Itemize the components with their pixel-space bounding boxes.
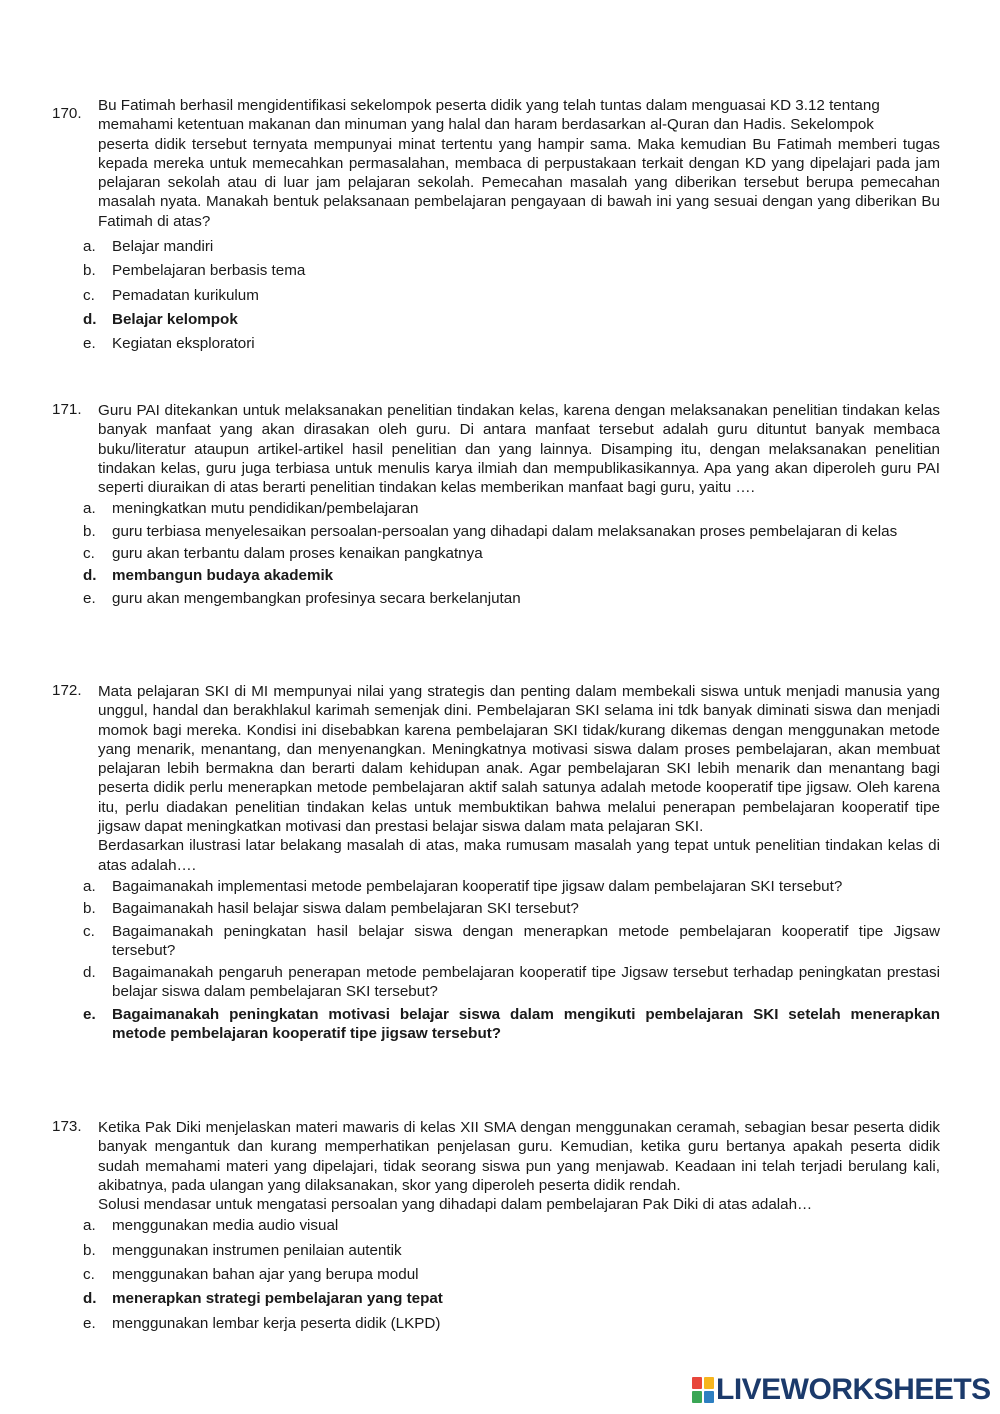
option-text: meningkatkan mutu pendidikan/pembelajaran (112, 500, 419, 518)
answer-option-e[interactable] (52, 334, 940, 353)
option-text: Bagaimanakah peningkatan motivasi belajar siswa dalam mengikuti pembelajaran SKI setelah menerapkan metode pembelajaran kooperatif tipe jigsaw tersebut? (112, 1005, 940, 1043)
answer-options (52, 237, 940, 353)
answer-option-d[interactable] (52, 310, 940, 329)
answer-option-a[interactable] (52, 237, 940, 256)
option-letter: e. (83, 1005, 96, 1023)
option-text: guru akan mengembangkan profesinya secara berkelanjutan (112, 589, 521, 607)
option-text: Bagaimanakah pengaruh penerapan metode pembelajaran kooperatif tipe Jigsaw tersebut terhadap peningkatan prestasi belajar siswa dalam pembelajaran SKI tersebut? (112, 964, 940, 1001)
answer-option-d[interactable] (52, 566, 940, 585)
option-text: Bagaimanakah hasil belajar siswa dalam pembelajaran SKI tersebut? (112, 900, 579, 918)
option-letter: c. (83, 922, 95, 940)
answer-option-a[interactable] (52, 499, 940, 518)
liveworksheets-logo (692, 1372, 991, 1408)
answer-option-c[interactable] (52, 1265, 940, 1284)
option-text: menggunakan lembar kerja peserta didik (LKPD) (112, 1314, 441, 1332)
answer-options (52, 877, 940, 1043)
question-text (98, 682, 940, 875)
option-letter: c. (83, 545, 95, 563)
answer-option-c[interactable] (52, 286, 940, 305)
option-text: Kegiatan eksploratori (112, 335, 255, 353)
logo-tile (692, 1377, 702, 1389)
option-letter: d. (83, 567, 97, 585)
answer-option-a[interactable] (52, 877, 940, 896)
answer-option-e[interactable] (52, 1005, 940, 1044)
liveworksheets-grid-icon (692, 1377, 714, 1403)
option-text: menggunakan instrumen penilaian autentik (112, 1241, 402, 1259)
answer-option-a[interactable] (52, 1216, 940, 1235)
option-letter: b. (83, 900, 96, 918)
answer-option-d[interactable] (52, 963, 940, 1002)
option-letter: d. (83, 964, 96, 982)
answer-options (52, 1216, 940, 1332)
option-text: menggunakan media audio visual (112, 1217, 339, 1235)
question-paragraph: Berdasarkan ilustrasi latar belakang masalah di atas, maka rumusam masalah yang tepat untuk penelitian tindakan kelas di atas adalah…. (98, 837, 940, 874)
option-text: menggunakan bahan ajar yang berupa modul (112, 1266, 419, 1284)
question-number: 171. (52, 401, 82, 418)
question-text (98, 1118, 940, 1214)
option-letter: a. (83, 1217, 96, 1235)
answer-option-d[interactable] (52, 1289, 940, 1308)
logo-tile (704, 1377, 714, 1389)
option-letter: d. (83, 310, 97, 328)
question-paragraph: Bu Fatimah berhasil mengidentifikasi sekelompok peserta didik yang telah tuntas dalam menguasai KD 3.12 tentang memahami ketentuan makanan dan minuman yang halal dan haram berdasarkan al-Quran dan Hadis. Sekelompok (98, 97, 880, 134)
option-text: Bagaimanakah peningkatan hasil belajar siswa dengan menerapkan metode pembelajaran kooperatif tipe Jigsaw tersebut? (112, 922, 940, 959)
answer-options (52, 499, 940, 607)
question-number: 170. (52, 105, 82, 122)
option-text: membangun budaya akademik (112, 567, 334, 585)
question-number: 173. (52, 1118, 82, 1135)
answer-option-e[interactable] (52, 1314, 940, 1333)
option-letter: e. (83, 589, 96, 607)
question-paragraph: Ketika Pak Diki menjelaskan materi mawaris di kelas XII SMA dengan menggunakan ceramah, sebagian besar peserta didik banyak mengantuk dan kurang memperhatikan penjelasan guru. Kemudian, ketika guru bertanya apakah peserta didik sudah memahami materi yang dipelajari, tidak seorang siswa pun yang menjawab. Keadaan ini telah terjadi berulang kali, akibatnya, pada ulangan yang dilaksanakan, skor yang diperoleh peserta didik rendah. (98, 1119, 940, 1194)
answer-option-c[interactable] (52, 544, 940, 563)
logo-tile (692, 1391, 702, 1403)
answer-option-b[interactable] (52, 1241, 940, 1260)
option-text: guru terbiasa menyelesaikan persoalan-persoalan yang dihadapi dalam melaksanakan proses pembelajaran di kelas (112, 522, 898, 540)
option-letter: a. (83, 238, 96, 256)
option-text: Pemadatan kurikulum (112, 286, 259, 304)
question-paragraph: Guru PAI ditekankan untuk melaksanakan penelitian tindakan kelas, karena dengan melaksanakan penelitian tindakan kelas banyak manfaat yang akan dirasakan oleh guru. Di antara manfaat tersebut adalah guru dituntut banyak membaca buku/literatur ataupun artikel-artikel hasil penelitian dan yang lainnya. Disamping itu, dengan melaksanakan penelitian tindakan kelas, guru juga terbiasa untuk menulis karya ilmiah dan mempublikasikannya. Apa yang akan diperoleh guru PAI seperti diuraikan di atas berarti penelitian tindakan kelas memberikan manfaat bagi guru, yaitu …. (98, 402, 940, 497)
question-text (98, 401, 940, 497)
answer-option-c[interactable] (52, 922, 940, 961)
option-letter: d. (83, 1290, 97, 1308)
option-letter: b. (83, 522, 96, 540)
question-paragraph: peserta didik tersebut ternyata mempunyai minat tertentu yang hampir sama. Maka kemudian Bu Fatimah memberi tugas kepada mereka untuk memecahkan permasalahan, membaca di perpustakaan terkait dengan KD yang dipelajari pada jam pelajaran sekolah atau di luar jam pelajaran sekolah. Pemecahan masalah yang diberikan tersebut berupa pemecahan masalah nyata. Manakah bentuk pelaksanaan pembelajaran pengayaan di bawah ini yang sesuai dengan yang diberikan Bu Fatimah di atas? (98, 135, 940, 230)
option-letter: c. (83, 286, 95, 304)
answer-option-b[interactable] (52, 522, 940, 541)
logo-text: LIVEWORKSHEETS (716, 1373, 991, 1406)
option-text: Belajar mandiri (112, 238, 214, 256)
question-173 (52, 1118, 940, 1338)
option-letter: b. (83, 262, 96, 280)
question-paragraph: Solusi mendasar untuk mengatasi persoalan yang dihadapi dalam pembelajaran Pak Diki di atas adalah… (98, 1196, 813, 1214)
answer-option-b[interactable] (52, 261, 940, 280)
option-text: guru akan terbantu dalam proses kenaikan pangkatnya (112, 545, 483, 563)
logo-tile (704, 1391, 714, 1403)
option-text: Pembelajaran berbasis tema (112, 262, 306, 280)
answer-option-b[interactable] (52, 899, 940, 918)
question-171 (52, 401, 940, 611)
option-text: Bagaimanakah implementasi metode pembelajaran kooperatif tipe jigsaw dalam pembelajaran SKI tersebut? (112, 877, 843, 895)
option-text: Belajar kelompok (112, 310, 238, 328)
question-number: 172. (52, 682, 82, 699)
option-letter: a. (83, 877, 96, 895)
question-172 (52, 682, 940, 1046)
option-letter: b. (83, 1241, 96, 1259)
option-letter: e. (83, 1314, 96, 1332)
option-letter: a. (83, 500, 96, 518)
option-letter: e. (83, 335, 96, 353)
option-text: menerapkan strategi pembelajaran yang tepat (112, 1290, 443, 1308)
answer-option-e[interactable] (52, 589, 940, 608)
question-170 (52, 96, 940, 359)
question-paragraph: Mata pelajaran SKI di MI mempunyai nilai yang strategis dan penting dalam membekali siswa untuk menjadi manusia yang unggul, handal dan berakhlakul karimah semenjak dini. Pembelajaran SKI selama ini tdk banyak diminati siswa dan menjadi momok bagi mereka. Kondisi ini disebabkan karena pembelajaran SKI tidak/kurang dikemas dengan menggunakan metode yang menarik, menantang, dan menyenangkan. Meningkatnya motivasi siswa dalam proses pembelajaran, akan membuat pelajaran lebih bermakna dan berarti dalam kehidupan anak. Agar pembelajaran SKI lebih menarik dan menantang bagi peserta didik perlu menerapkan metode pembelajaran aktif salah satunya adalah metode kooperatif tipe jigsaw. Oleh karena itu, perlu diadakan penelitian tindakan kelas untuk membuktikan bahwa melalui penerapan pembelajaran kooperatif tipe jigsaw dapat meningkatkan motivasi dan prestasi belajar siswa dalam mata pelajaran SKI. (98, 683, 940, 836)
option-letter: c. (83, 1266, 95, 1284)
question-text (98, 96, 940, 231)
